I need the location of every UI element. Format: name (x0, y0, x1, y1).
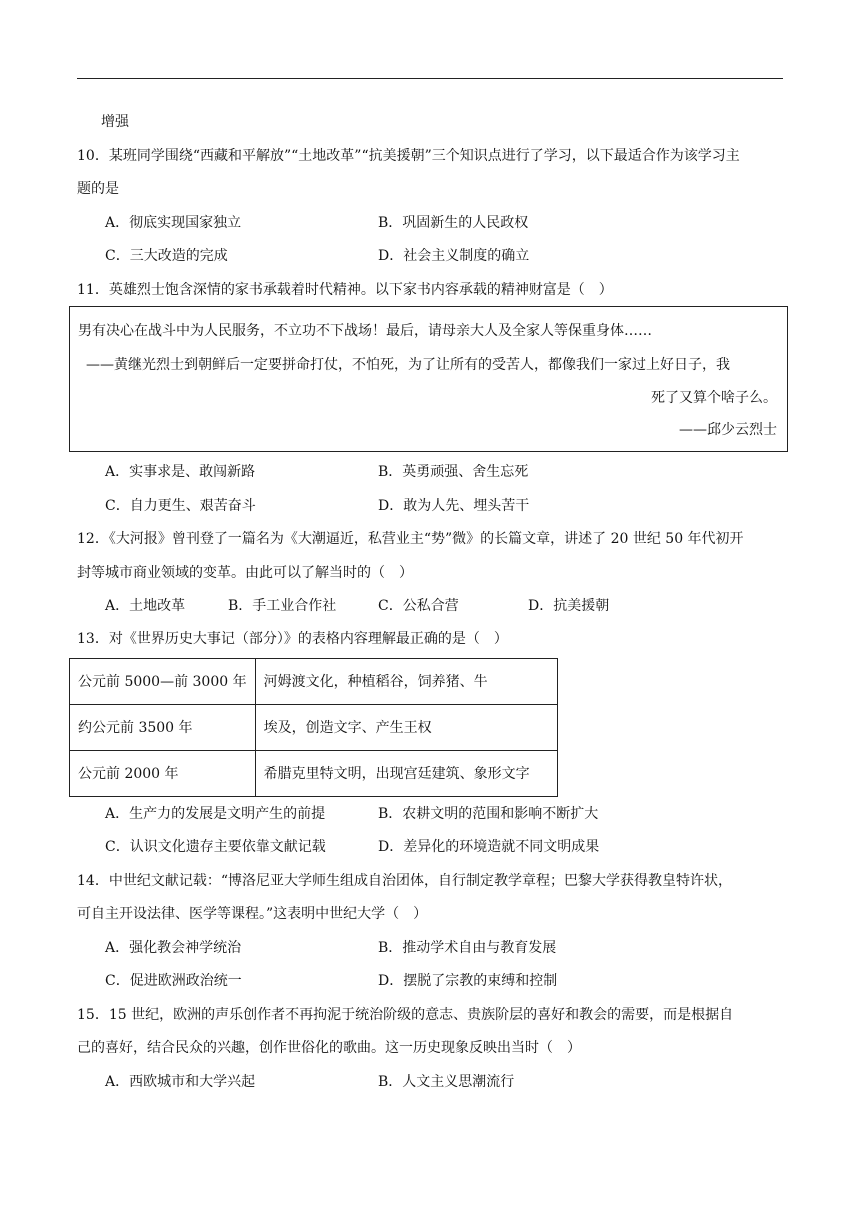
q15-stem-line1: 15．15 世纪，欧洲的声乐创作者不再拘泥于统治阶级的意志、贵族阶层的喜好和教会的需要，而是根据自 (77, 1007, 734, 1023)
table-cell-date: 公元前 5000—前 3000 年 (70, 659, 256, 705)
table-cell-date: 约公元前 3500 年 (70, 705, 256, 751)
q10-stem-line1: 10．某班同学围绕“西藏和平解放”“土地改革”“抗美援朝”三个知识点进行了学习，以下最适合作为该学习主 (77, 148, 740, 164)
table-row (70, 751, 558, 797)
q14-option-a[interactable]: A．强化教会神学统治 (105, 940, 242, 956)
q13-option-b[interactable]: B．农耕文明的范围和影响不断扩大 (378, 806, 599, 822)
q11-letter-line3: 死了又算个啥子么。 (651, 390, 777, 406)
q13-option-c[interactable]: C．认识文化遗存主要依靠文献记载 (105, 839, 326, 855)
q11-option-d[interactable]: D．敢为人先、埋头苦干 (378, 498, 530, 514)
q13-option-d[interactable]: D．差异化的环境造就不同文明成果 (378, 839, 600, 855)
table-row (70, 705, 558, 751)
table-cell-date: 公元前 2000 年 (70, 751, 256, 797)
q12-option-d[interactable]: D．抗美援朝 (528, 598, 610, 614)
q15-option-b[interactable]: B．人文主义思潮流行 (378, 1074, 515, 1090)
table-cell-event: 希腊克里特文明，出现宫廷建筑、象形文字 (255, 751, 557, 797)
q10-option-b[interactable]: B．巩固新生的人民政权 (378, 215, 529, 231)
q12-option-b[interactable]: B．手工业合作社 (228, 598, 337, 614)
q11-letter-line1: 男有决心在战斗中为人民服务，不立功不下战场！最后，请母亲大人及全家人等保重身体…… (78, 323, 652, 339)
q11-option-a[interactable]: A．实事求是、敢闯新路 (105, 464, 256, 480)
q13-stem: 13．对《世界历史大事记（部分）》的表格内容理解最正确的是（ ） (77, 631, 508, 647)
table-cell-event: 埃及，创造文字、产生王权 (255, 705, 557, 751)
q10-option-c[interactable]: C．三大改造的完成 (105, 248, 228, 264)
q13-option-a[interactable]: A．生产力的发展是文明产生的前提 (105, 806, 326, 822)
q14-option-d[interactable]: D．摆脱了宗教的束缚和控制 (378, 973, 558, 989)
q14-option-b[interactable]: B．推动学术自由与教育发展 (378, 940, 557, 956)
history-events-table (69, 658, 558, 797)
q10-stem-line2: 题的是 (77, 181, 119, 197)
q15-option-a[interactable]: A．西欧城市和大学兴起 (105, 1074, 256, 1090)
q11-letter-line2: ——黄继光烈士到朝鲜后一定要拼命打仗，不怕死，为了让所有的受苦人，都像我们一家过上好日子，我 (86, 357, 730, 373)
q10-option-d[interactable]: D．社会主义制度的确立 (378, 248, 530, 264)
q15-stem-line2: 己的喜好，结合民众的兴趣，创作世俗化的歌曲。这一历史现象反映出当时（ ） (77, 1040, 581, 1056)
q14-stem-line1: 14．中世纪文献记载：“博洛尼亚大学师生组成自治团体，自行制定教学章程；巴黎大学获得教皇特许状， (77, 873, 732, 889)
q11-stem: 11．英雄烈士饱含深情的家书承载着时代精神。以下家书内容承载的精神财富是（ ） (77, 282, 613, 298)
q11-letter-signature: ——邱少云烈士 (679, 422, 777, 438)
q12-option-a[interactable]: A．土地改革 (105, 598, 186, 614)
q11-option-c[interactable]: C．自力更生、艰苦奋斗 (105, 498, 256, 514)
q12-stem-line1: 12．《大河报》曾刊登了一篇名为《大潮逼近，私营业主“势”微》的长篇文章，讲述了 20 世纪 50 年代初开 (77, 531, 744, 547)
q11-option-b[interactable]: B．英勇顽强、舍生忘死 (378, 464, 529, 480)
q14-option-c[interactable]: C．促进欧洲政治统一 (105, 973, 242, 989)
q14-stem-line2: 可自主开设法律、医学等课程。”这表明中世纪大学（ ） (77, 906, 428, 922)
header-rule (77, 78, 783, 79)
continuation-text: 增强 (101, 114, 129, 130)
q10-option-a[interactable]: A．彻底实现国家独立 (105, 215, 242, 231)
table-row (70, 659, 558, 705)
q11-letter-box (69, 306, 788, 452)
q12-option-c[interactable]: C．公私合营 (378, 598, 459, 614)
table-cell-event: 河姆渡文化，种植稻谷，饲养猪、牛 (255, 659, 557, 705)
q12-stem-line2: 封等城市商业领域的变革。由此可以了解当时的（ ） (77, 565, 413, 581)
